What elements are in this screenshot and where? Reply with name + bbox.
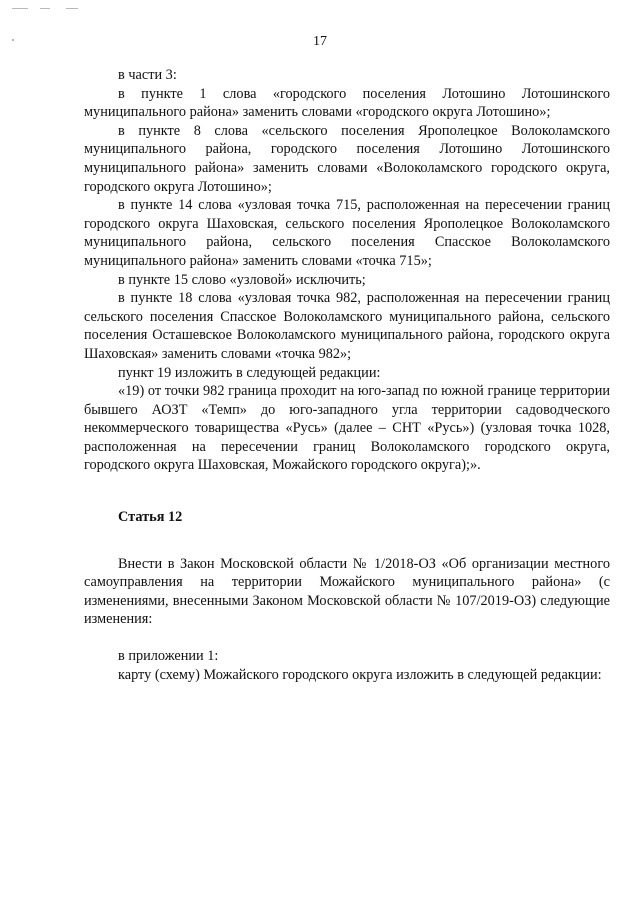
article-intro-paragraph: Внести в Закон Московской области № 1/2018-ОЗ «Об организации местного самоуправления на территории Можайского муниципального района» (с изменениями, внесенными Законом Московской области № 107/2019-ОЗ) следующие изменения: bbox=[84, 555, 610, 628]
scan-artifact bbox=[66, 8, 78, 9]
scan-artifact bbox=[12, 8, 28, 9]
paragraph-gap bbox=[84, 629, 610, 647]
paragraph: в пункте 18 слова «узловая точка 982, расположенная на пересечении границ сельского поселения Спасское Волоколамского муниципального района, сельского поселения Осташевское Волоколамского муниципального района, городского округа Шаховская» заменить словами «точка 982»; bbox=[84, 290, 610, 362]
paragraph: карту (схему) Можайского городского округа изложить в следующей редакции: bbox=[118, 666, 602, 683]
page-number: 17 bbox=[313, 34, 327, 49]
paragraph: в приложении 1: bbox=[118, 648, 219, 665]
paragraph: пункт 19 изложить в следующей редакции: bbox=[118, 364, 381, 381]
paragraph-quoted-item: «19) от точки 982 граница проходит на юго-запад по южной границе территории бывшего АОЗТ «Темп» до юго-западного угла территории садоводческого некоммерческого товарищества «Русь» (далее – СНТ «Русь») (узловая точка 1028, расположенная на пересечении границ Волоколамского городского округа, городского округа Шаховская, Можайского городского округа);». bbox=[84, 383, 610, 474]
paragraph: в пункте 15 слово «узловой» исключить; bbox=[118, 271, 366, 288]
article-heading: Статья 12 bbox=[118, 509, 183, 526]
document-body bbox=[84, 66, 610, 684]
paragraph: в пункте 1 слова «городского поселения Лотошино Лотошинского муниципального района» заменить словами «городского округа Лотошино»; bbox=[84, 85, 610, 121]
paragraph: в пункте 14 слова «узловая точка 715, расположенная на пересечении границ городского округа Шаховская, сельского поселения Ярополецкое Волоколамского муниципального района, сельского поселения Спасское Волоколамского муниципального района» заменить словами «точка 715»; bbox=[84, 197, 610, 269]
scan-artifact bbox=[40, 8, 50, 9]
paragraph: в части 3: bbox=[118, 67, 177, 83]
paragraph: в пункте 8 слова «сельского поселения Ярополецкое Волоколамского муниципального района, городского поселения Лотошино Лотошинского муниципального района» заменить словами «Волоколамского городского округа, городского округа Лотошино»; bbox=[84, 122, 610, 195]
